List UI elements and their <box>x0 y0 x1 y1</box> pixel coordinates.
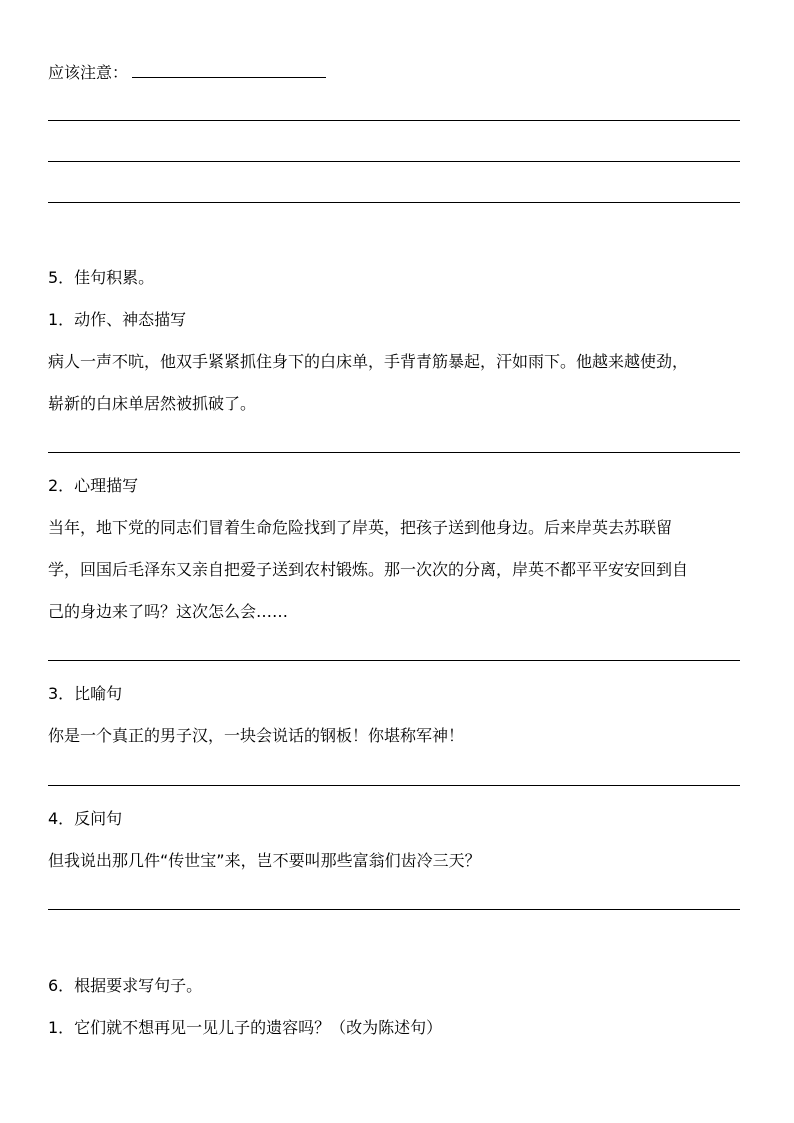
item-heading: 1．动作、神态描写 <box>48 310 187 329</box>
item-text-line: 崭新的白床单居然被抓破了。 <box>48 394 257 413</box>
item-heading: 2．心理描写 <box>48 476 139 495</box>
notice-label: 应该注意： <box>48 63 129 82</box>
item-text-line: 学，回国后毛泽东又亲自把爱子送到农村锻炼。那一次次的分离，岸英不都平平安安回到自 <box>48 560 689 579</box>
item-text-line: 病人一声不吭，他双手紧紧抓住身下的白床单，手背青筋暴起，汗如雨下。他越来越使劲， <box>48 352 689 371</box>
notice-row <box>48 61 326 83</box>
item-heading: 3．比喻句 <box>48 684 123 703</box>
section-title: 5．佳句积累。 <box>48 268 155 287</box>
item-text-line: 你是一个真正的男子汉，一块会说话的钢板！你堪称军神！ <box>48 726 465 745</box>
answer-line[interactable] <box>48 120 740 121</box>
section-title: 6．根据要求写句子。 <box>48 976 203 995</box>
item-text-line: 但我说出那几件“传世宝”来，岂不要叫那些富翁们齿冷三天？ <box>48 851 481 870</box>
notice-blank[interactable] <box>132 61 326 78</box>
answer-line[interactable] <box>48 785 740 786</box>
answer-line[interactable] <box>48 909 740 910</box>
answer-line[interactable] <box>48 202 740 203</box>
answer-line[interactable] <box>48 660 740 661</box>
answer-line[interactable] <box>48 161 740 162</box>
item-heading: 4．反问句 <box>48 809 123 828</box>
answer-line[interactable] <box>48 452 740 453</box>
item-text-line: 己的身边来了吗？这次怎么会…… <box>48 602 289 621</box>
item-text-line: 当年，地下党的同志们冒着生命危险找到了岸英，把孩子送到他身边。后来岸英去苏联留 <box>48 518 673 537</box>
item-heading: 1．它们就不想再见一见儿子的遗容吗？（改为陈述句） <box>48 1018 443 1037</box>
